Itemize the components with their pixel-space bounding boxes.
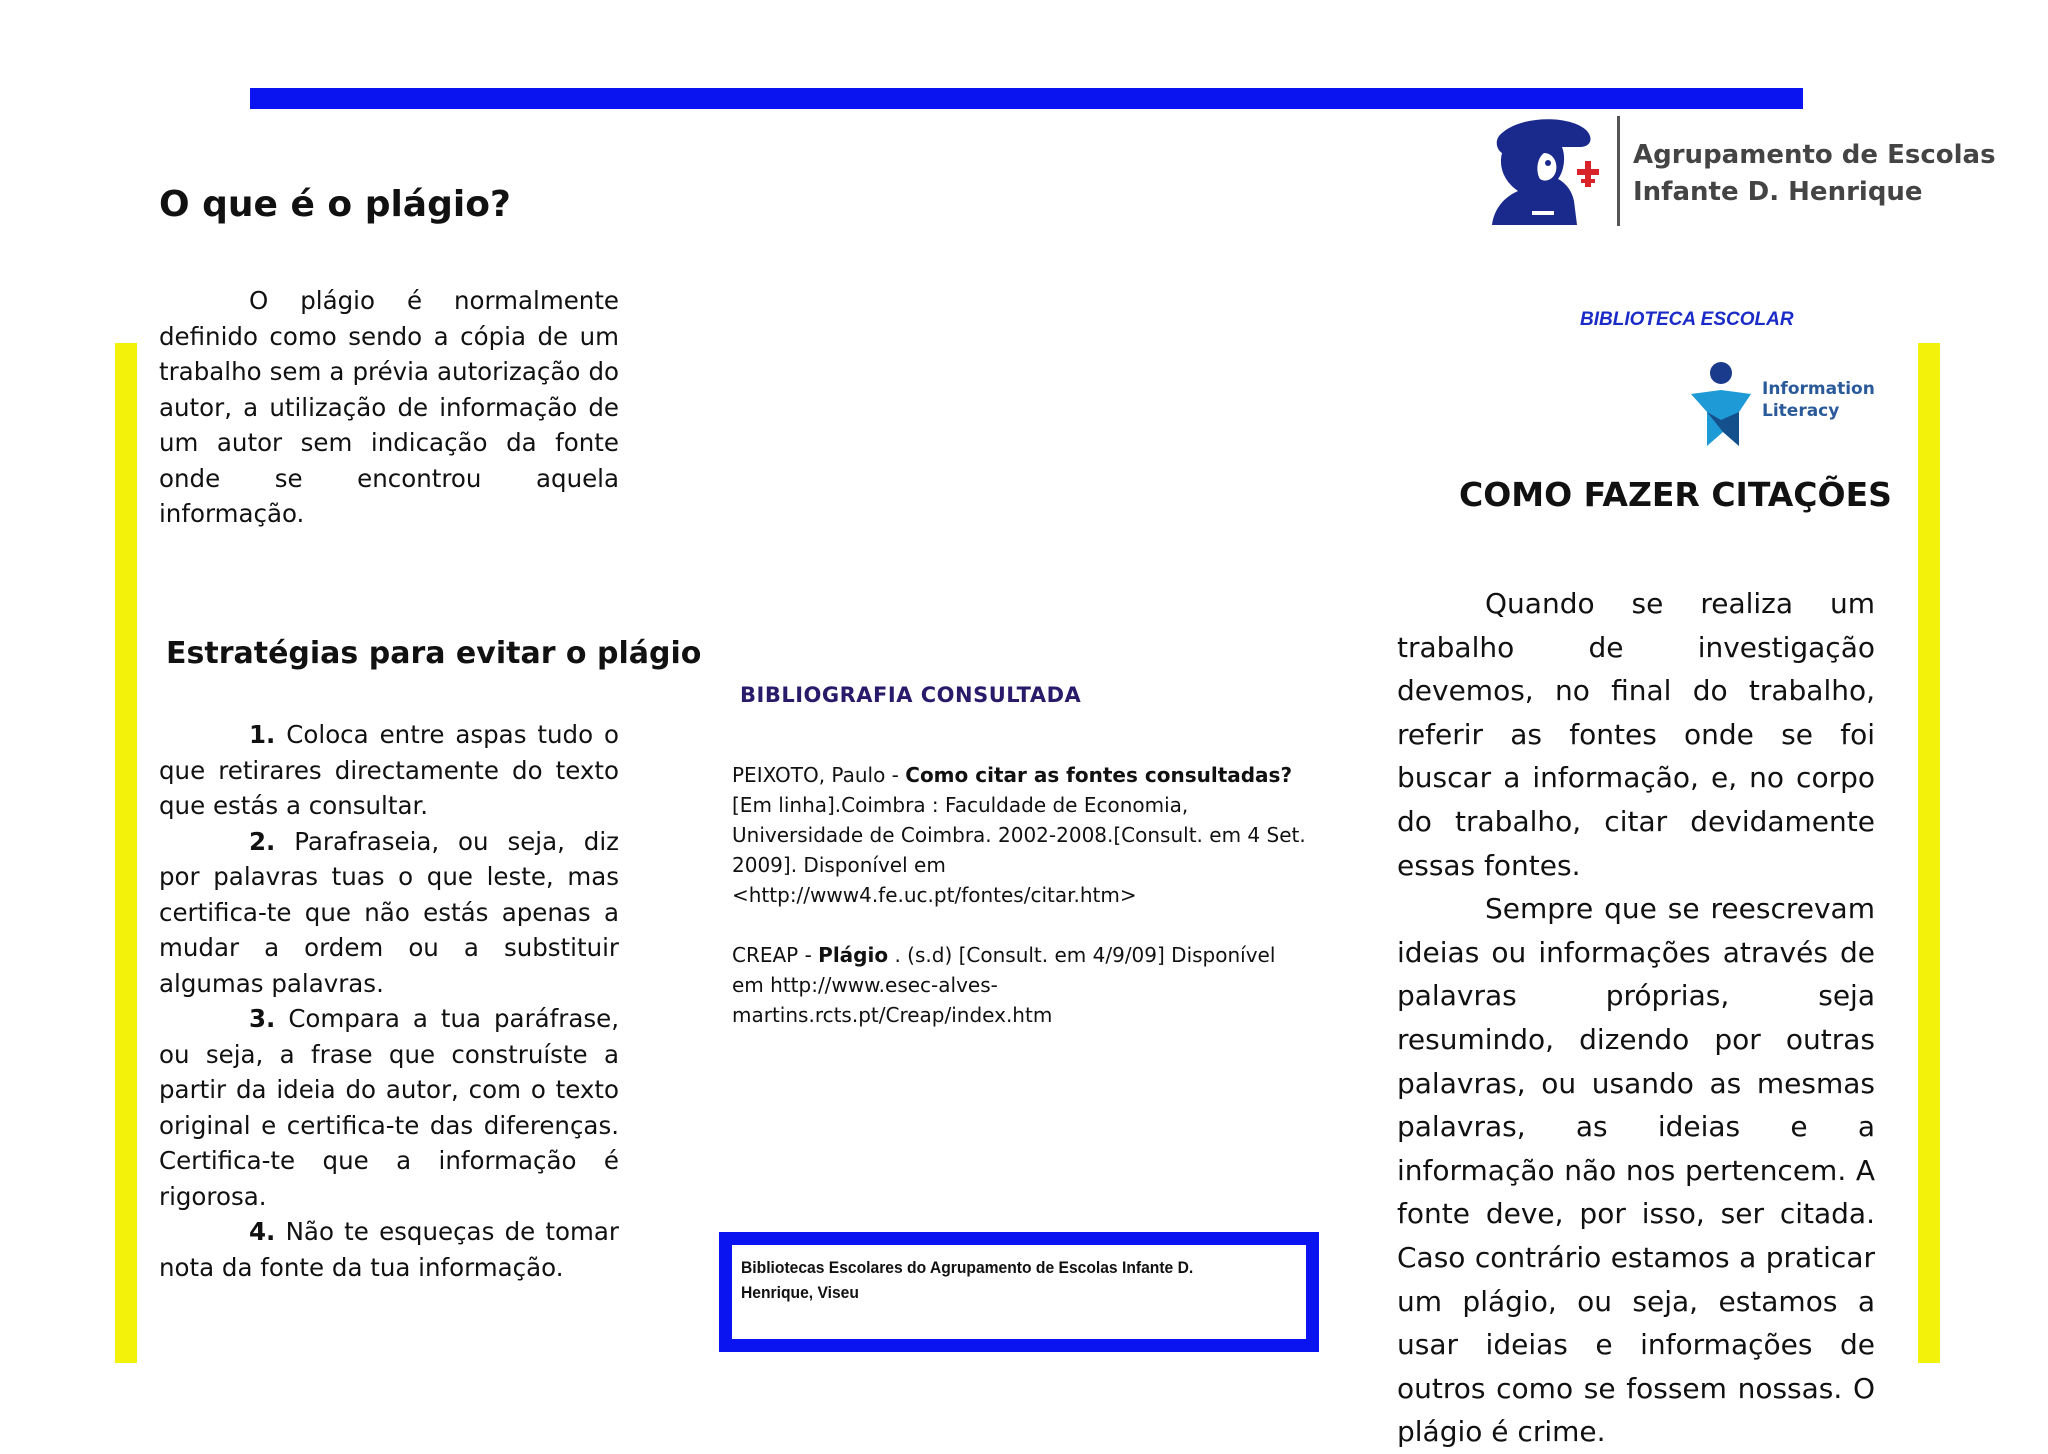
top-blue-bar [250,88,1803,109]
school-name-line2: Infante D. Henrique [1633,177,1923,207]
ref-title: Plágio [818,943,889,967]
citations-body [1397,582,1875,1454]
il-line2: Literacy [1762,401,1840,421]
strategy-text: Coloca entre aspas tudo o que retirares directamente do texto que estás a consultar. [159,720,619,820]
ref-title: Como citar as fontes consultadas? [905,763,1293,787]
strategy-number: 1. [249,720,276,749]
strategy-item [159,1214,619,1285]
right-yellow-bar [1918,343,1940,1363]
strategies-list [159,717,619,1285]
ref-author: CREAP - [732,943,819,967]
strategy-text: Compara a tua paráfrase, ou seja, a frase que construíste a partir da ideia do autor, com o texto original e certifica-te das diferenças. Certifica-te que a informação é rigorosa. [159,1004,619,1211]
strategy-number: 2. [249,826,276,856]
il-line1: Information [1762,379,1875,399]
plagio-title: O que é o plágio? [159,184,511,225]
bibliography-entry [732,940,1312,1030]
school-name [1633,137,1996,211]
strategies-title: Estratégias para evitar o plágio [166,636,702,671]
library-label: BIBLIOTECA ESCOLAR [1580,309,1794,330]
footer-text: Bibliotecas Escolares do Agrupamento de Escolas Infante D. Henrique, Viseu [741,1258,1194,1302]
logo-divider [1617,116,1620,226]
citations-paragraph: Sempre que se reescrevam ideias ou informações através de palavras próprias, seja resumindo, dizendo por outras palavras, ou usando as mesmas palavras, as ideias e a informação não nos pertencem. A fonte deve, por isso, ser citada. Caso contrário estamos a praticar um plágio, ou seja, estamos a usar ideias e informações de outros como se fossem nossas. O plágio é crime. [1397,892,1875,1449]
plagio-definition: O plágio é normalmente definido como sendo a cópia de um trabalho sem a prévia autorização do autor, a utilização de informação de um autor sem indicação da fonte onde se encontrou aquela informação. [159,286,619,528]
strategy-item [159,824,619,1002]
footer-box [719,1232,1319,1352]
strategy-item [159,717,619,824]
strategy-number: 3. [249,1004,276,1033]
strategy-text: Não te esqueças de tomar nota da fonte da tua informação. [159,1217,619,1282]
ref-details: [Em linha].Coimbra : Faculdade de Economia, Universidade de Coimbra. 2002-2008.[Consult. em 4 Set. 2009]. Disponível em <http://www4.fe.uc.pt/fontes/citar.htm> [732,793,1306,907]
left-yellow-bar [115,343,137,1363]
strategy-number: 4. [249,1217,276,1246]
strategy-item [159,1001,619,1214]
bibliography-title: BIBLIOGRAFIA CONSULTADA [740,683,1082,707]
information-literacy-icon [1685,360,1757,450]
ref-author: PEIXOTO, Paulo - [732,763,906,787]
citations-title: COMO FAZER CITAÇÕES [1459,475,1892,514]
school-name-line1: Agrupamento de Escolas [1633,140,1996,170]
information-literacy-text [1762,378,1875,422]
bibliography-entry [732,760,1312,910]
strategy-text: Parafraseia, ou seja, diz por palavras tuas o que leste, mas certifica-te que não estás apenas a mudar a ordem ou a substituir algumas palavras. [159,826,619,998]
citations-paragraph: Quando se realiza um trabalho de investigação devemos, no final do trabalho, referir as fontes onde se foi buscar a informação, e, no corpo do trabalho, citar devidamente essas fontes. [1397,587,1875,882]
school-logo-icon [1482,113,1612,231]
ref-details: . (s.d) [Consult. em 4/9/09] Disponível em http://www.esec-alves-martins.rcts.pt/Creap/index.htm [732,943,1276,1027]
